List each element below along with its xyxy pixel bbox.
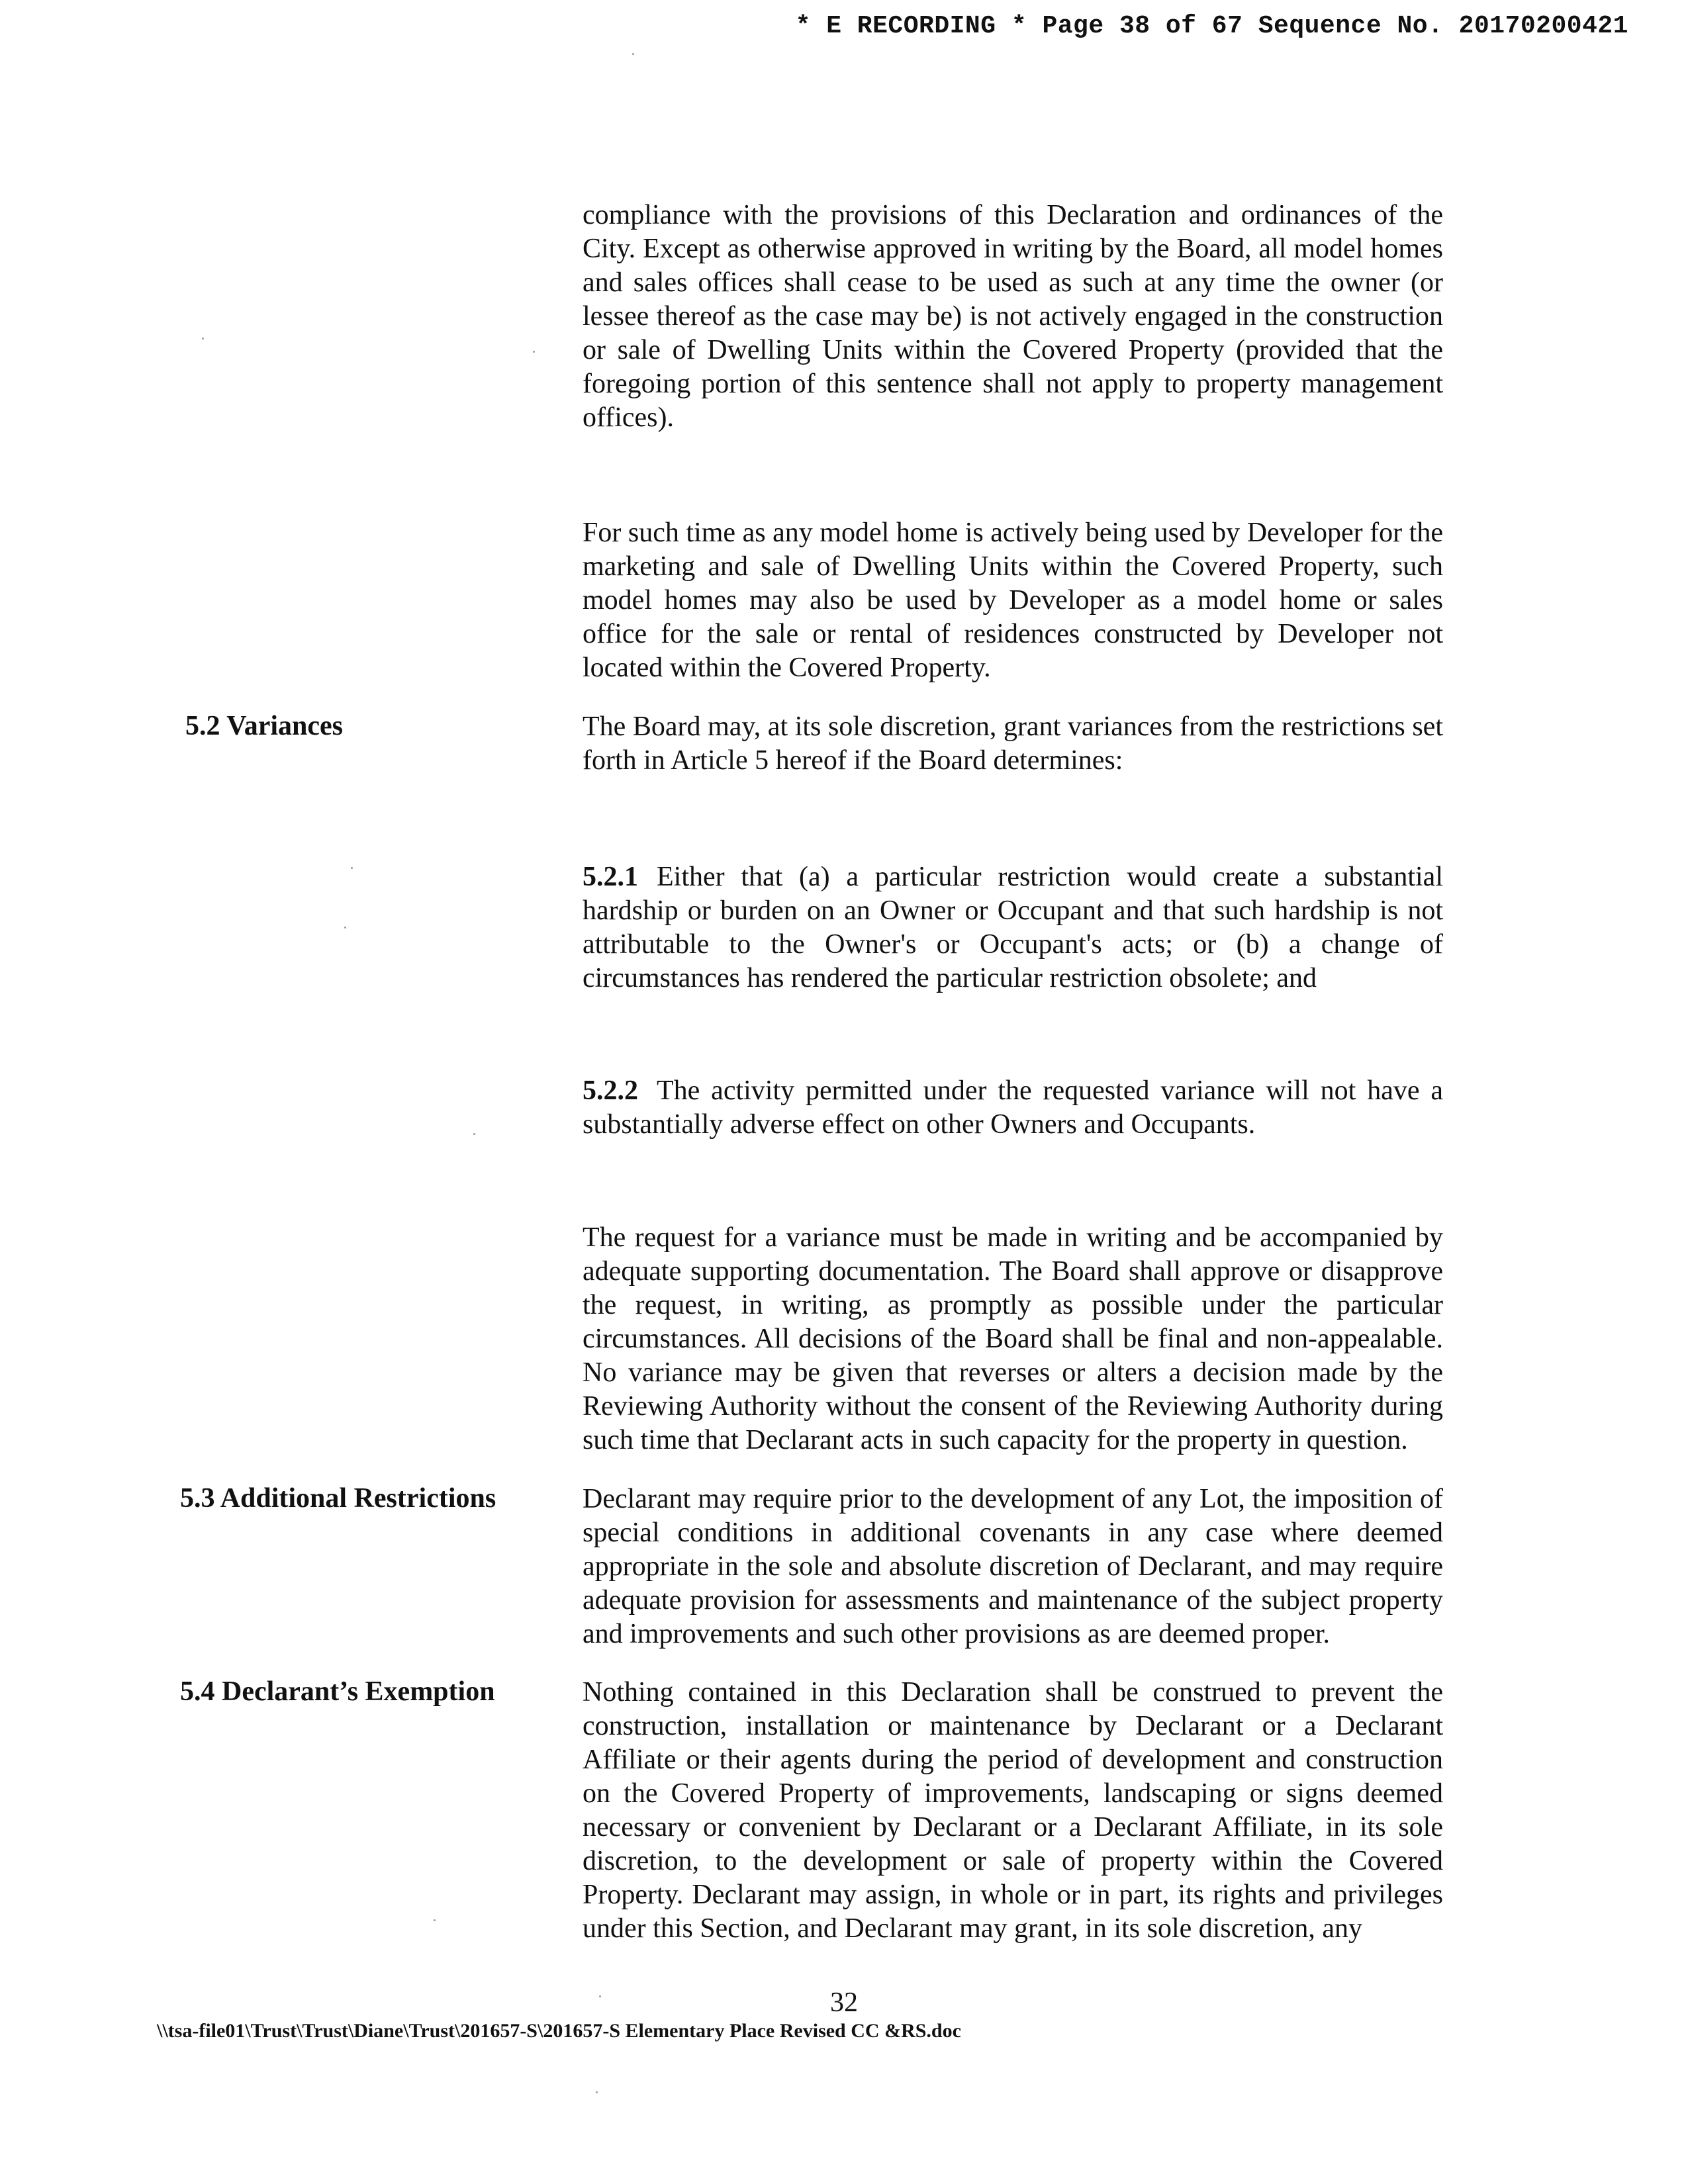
scan-speck bbox=[632, 53, 634, 55]
subsection-5-2-1-number: 5.2.1 bbox=[583, 862, 638, 892]
subsection-5-2-2 bbox=[583, 1074, 1443, 1142]
recording-stamp-header: * E RECORDING * Page 38 of 67 Sequence No. 20170200421 bbox=[795, 12, 1628, 40]
section-5-2-heading: 5.2 Variances bbox=[185, 711, 344, 741]
section-5-3-heading: 5.3 Additional Restrictions bbox=[180, 1483, 496, 1514]
section-5-3-text: Declarant may require prior to the development of any Lot, the imposition of special conditions in additional covenants in any case where deemed appropriate in the sole and absolute discretion of Declarant, and may require adequate provision for assessments and maintenance of the subject property and improvements and such other provisions as are deemed proper. bbox=[583, 1484, 1443, 1649]
scan-speck bbox=[473, 1133, 475, 1135]
scan-speck bbox=[599, 1995, 601, 1997]
paragraph-model-homes: compliance with the provisions of this Declaration and ordinances of the City. Except as otherwise approved in writing by the Board, all model homes and sales offices shall cease to be used as such at any time the owner (or lessee thereof as the case may be) is not actively engaged in the construction or sale of Dwelling Units within the Covered Property (provided that the foregoing portion of this sentence shall not apply to property management offices). bbox=[583, 200, 1443, 433]
section-5-4-text: Nothing contained in this Declaration shall be construed to prevent the construction, installation or maintenance by Declarant or a Declarant Affiliate or their agents during the period of development and construction on the Covered Property of improvements, landscaping or signs deemed necessary or convenient by Declarant or a Declarant Affiliate, in its sole discretion, to the development or sale of property within the Covered Property. Declarant may assign, in whole or in part, its rights and privileges under this Section, and Declarant may grant, in its sole discretion, any bbox=[583, 1677, 1443, 1944]
subsection-5-2-2-number: 5.2.2 bbox=[583, 1075, 638, 1106]
scan-speck bbox=[344, 927, 346, 929]
page-number: 32 bbox=[830, 1987, 858, 2018]
subsection-5-2-2-text: The activity permitted under the requested variance will not have a substantially adverse effect on other Owners and Occupants. bbox=[583, 1075, 1443, 1140]
scan-speck bbox=[533, 351, 535, 353]
section-5-4-heading: 5.4 Declarant’s Exemption bbox=[180, 1676, 495, 1707]
document-file-path: \\tsa-file01\Trust\Trust\Diane\Trust\201657-S\201657-S Elementary Place Revised CC &RS.doc bbox=[157, 2020, 961, 2042]
subsection-5-2-1 bbox=[583, 860, 1443, 995]
scan-speck bbox=[434, 1919, 436, 1921]
subsection-5-2-1-text: Either that (a) a particular restriction would create a substantial hardship or burden on an Owner or Occupant and that such hardship is not attributable to the Owner's or Occupant's acts; or (b) a change of circumstances has rendered the particular restriction obsolete; and bbox=[583, 862, 1443, 993]
scan-speck bbox=[351, 867, 353, 869]
paragraph-variance-request: The request for a variance must be made in writing and be accompanied by adequate supporting documentation. The Board shall approve or disapprove the request, in writing, as promptly as possible under the particular circumstances. All decisions of the Board shall be final and non-appealable. No variance may be given that reverses or alters a decision made by the Reviewing Authority without the consent of the Reviewing Authority during such time that Declarant acts in such capacity for the property in question. bbox=[583, 1222, 1443, 1455]
section-5-2-text: The Board may, at its sole discretion, grant variances from the restrictions set forth in Article 5 hereof if the Board determines: bbox=[583, 711, 1443, 776]
scan-speck bbox=[596, 2091, 598, 2093]
scan-speck bbox=[202, 338, 204, 340]
paragraph-model-home-use: For such time as any model home is actively being used by Developer for the marketing and sale of Dwelling Units within the Covered Property, such model homes may also be used by Developer as a model home or sales office for the sale or rental of residences constructed by Developer not located within the Covered Property. bbox=[583, 518, 1443, 683]
